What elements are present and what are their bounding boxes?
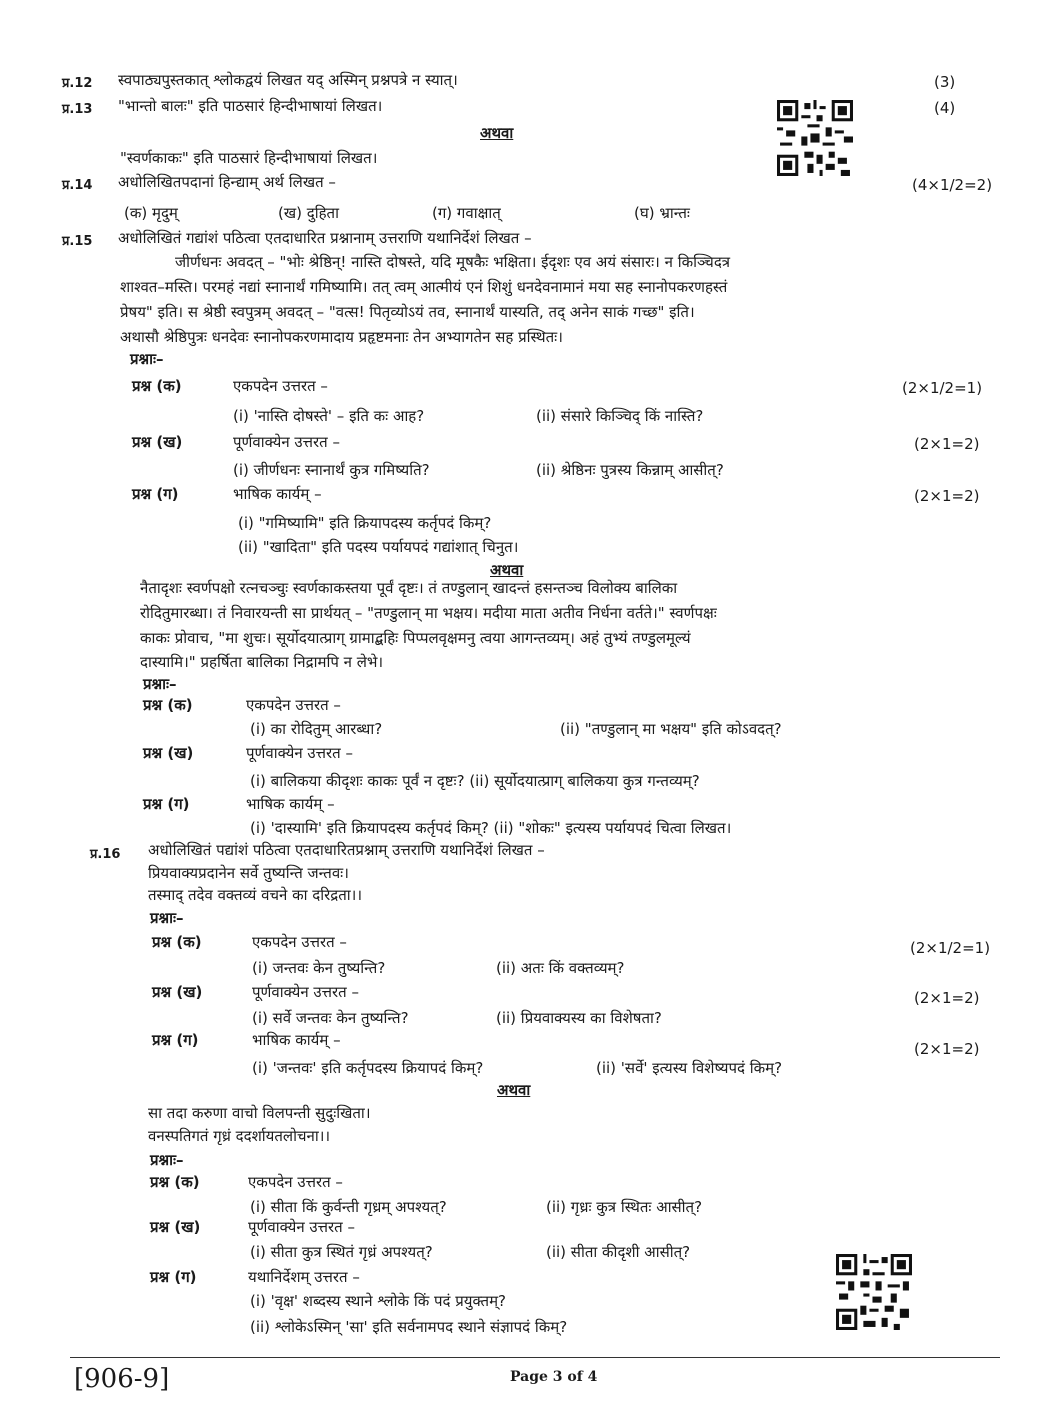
subq-item: (i) सर्वे जन्तवः केन तुष्यन्ति?: [252, 1009, 409, 1027]
question-text: अधोलिखितं गद्यांशं पठित्वा एतदाधारित प्रश्नानाम् उत्तराणि यथानिर्देशं लिखत –: [118, 229, 532, 247]
question-number: प्र.15: [62, 234, 93, 249]
subq-label: प्रश्न (क): [150, 1173, 200, 1191]
subq-item: (i) जन्तवः केन तुष्यन्ति?: [252, 959, 386, 977]
alternate-question: "स्वर्णकाकः" इति पाठसारं हिन्दीभाषायां लिखत।: [120, 149, 378, 167]
subq-label: प्रश्न (क): [143, 696, 193, 714]
marks: (2×1=2): [914, 435, 980, 453]
word-item: (क) मृदुम्: [124, 204, 178, 222]
word-item: (ख) दुहिता: [278, 204, 339, 222]
question-text: "भान्तो बालः" इति पाठसारं हिन्दीभाषायां लिखत।: [118, 97, 383, 115]
questions-heading: प्रश्नाः–: [150, 1151, 184, 1169]
passage-line: प्रेषय" इति। स श्रेष्ठी स्वपुत्रम् अवदत् – "वत्स! पितृव्योऽयं तव, स्नानार्थं यास्यति, तद् अनेन साकं गच्छ" इति।: [120, 303, 695, 321]
marks: (3): [934, 73, 956, 91]
question-text: स्वपाठ्यपुस्तकात् श्लोकद्वयं लिखत यद् अस्मिन् प्रश्नपत्रे न स्यात्।: [118, 71, 458, 89]
questions-heading: प्रश्नाः–: [150, 909, 184, 927]
subq-item: (ii) संसारे किञ्चिद् किं नास्ति?: [536, 407, 704, 425]
question-text: अधोलिखितं पद्यांशं पठित्वा एतदाधारितप्रश्नाम् उत्तराणि यथानिर्देशं लिखत –: [148, 841, 545, 859]
subq-item: (i) 'जन्तवः' इति कर्तृपदस्य क्रियापदं किम्?: [252, 1059, 484, 1077]
subq-item: (ii) श्रेष्ठिनः पुत्रस्य किन्नाम् आसीत्?: [536, 461, 724, 479]
marks: (2×1=2): [914, 487, 980, 505]
subq-title: पूर्णवाक्येन उत्तरत –: [248, 1218, 355, 1236]
subq-title: एकपदेन उत्तरत –: [252, 933, 347, 951]
marks: (2×1=2): [914, 1040, 980, 1058]
subq-item: (i) बालिकया कीदृशः काकः पूर्वं न दृष्टः? (ii) सूर्योदयात्प्राग् बालिकया कुत्र गन्तव्यम्?: [250, 772, 700, 790]
question-number: प्र.13: [62, 102, 93, 117]
marks: (2×1/2=1): [902, 379, 983, 397]
subq-item: (i) सीता कुत्र स्थितं गृध्रं अपश्यत्?: [250, 1243, 433, 1261]
subq-item: (ii) 'सर्वे' इत्यस्य विशेष्यपदं किम्?: [596, 1059, 783, 1077]
subq-item: (ii) "खादिता" इति पदस्य पर्यायपदं गद्यांशात् चिनुत।: [238, 538, 519, 556]
subq-item: (i) 'नास्ति दोषस्ते' – इति कः आह?: [233, 407, 425, 425]
subq-title: एकपदेन उत्तरत –: [233, 377, 328, 395]
passage-line: नैतादृशः स्वर्णपक्षो रत्नचञ्चुः स्वर्णकाकस्तया पूर्वं दृष्टः। तं तण्डुलान् खादन्तं हसन्तञ्च विलोक्य बालिका: [140, 579, 678, 597]
marks: (4): [934, 99, 956, 117]
subq-label: प्रश्न (ग): [143, 795, 190, 813]
subq-label: प्रश्न (ग): [150, 1268, 197, 1286]
qr-code-bottom: [836, 1254, 912, 1330]
marks: (2×1/2=1): [910, 939, 991, 957]
footer-rule: [70, 1357, 1000, 1358]
passage-line: दास्यामि।" प्रहर्षिता बालिका निद्रामपि न लेभे।: [140, 653, 384, 671]
subq-label: प्रश्न (ग): [152, 1031, 199, 1049]
subq-title: भाषिक कार्यम् –: [246, 795, 335, 813]
verse-line: प्रियवाक्यप्रदानेन सर्वे तुष्यन्ति जन्तवः।: [148, 864, 349, 882]
marks: (2×1=2): [914, 989, 980, 1007]
subq-item: (ii) श्लोकेऽस्मिन् 'सा' इति सर्वनामपद स्थाने संज्ञापदं किम्?: [250, 1318, 568, 1336]
question-number: प्र.12: [62, 76, 93, 91]
questions-heading: प्रश्नाः–: [130, 350, 164, 368]
page-label: Page 3 of 4: [510, 1369, 598, 1385]
subq-label: प्रश्न (ग): [132, 485, 179, 503]
verse-line: वनस्पतिगतं गृध्रं ददर्शायतलोचना।।: [148, 1127, 331, 1145]
passage-line: काकः प्रोवाच, "मा शुचः। सूर्योदयात्प्राग् ग्रामाद्बहिः पिप्पलवृक्षमनु त्वया आगन्तव्यम्। अहं तुभ्यं तण्डुलमूल्यं: [140, 629, 691, 647]
passage-line: शाश्वत–मस्ति। परमहं नद्यां स्नानार्थं गमिष्यामि। तत् त्वम् आत्मीयं एनं शिशुं धनदेवनामानं मया सह स्नानोपकरणहस्तं: [120, 278, 728, 296]
subq-item: (ii) प्रियवाक्यस्य का विशेषता?: [496, 1009, 662, 1027]
subq-item: (ii) अतः किं वक्तव्यम्?: [496, 959, 625, 977]
passage-line: रोदितुमारब्धा। तं निवारयन्ती सा प्रार्थयत् – "तण्डुलान् मा भक्षय। मदीया माता अतीव निर्धना वर्तते।" स्वर्णपक्षः: [140, 604, 717, 622]
verse-line: सा तदा करुणा वाचो विलपन्ती सुदुःखिता।: [148, 1104, 371, 1122]
marks: (4×1/2=2): [912, 176, 993, 194]
questions-heading: प्रश्नाः–: [143, 675, 177, 693]
verse-line: तस्माद् तदेव वक्तव्यं वचने का दरिद्रता।।: [148, 886, 363, 904]
or-heading: अथवा: [497, 1081, 531, 1099]
subq-item: (i) का रोदितुम् आरब्धा?: [250, 720, 383, 738]
subq-title: एकपदेन उत्तरत –: [246, 696, 341, 714]
qr-code-top: [777, 100, 853, 176]
paper-code: [906-9]: [74, 1364, 170, 1394]
word-item: (घ) भ्रान्तः: [634, 204, 690, 222]
subq-item: (ii) सीता कीदृशी आसीत्?: [546, 1243, 691, 1261]
subq-label: प्रश्न (ख): [150, 1218, 201, 1236]
subq-label: प्रश्न (क): [152, 933, 202, 951]
subq-title: पूर्णवाक्येन उत्तरत –: [252, 983, 359, 1001]
or-heading: अथवा: [480, 124, 514, 142]
or-heading: अथवा: [490, 561, 524, 579]
subq-title: भाषिक कार्यम् –: [233, 485, 322, 503]
subq-title: एकपदेन उत्तरत –: [248, 1173, 343, 1191]
subq-item: (i) सीता किं कुर्वन्ती गृध्रम् अपश्यत्?: [250, 1198, 447, 1216]
question-number: प्र.14: [62, 178, 93, 193]
word-item: (ग) गवाक्षात्: [432, 204, 501, 222]
subq-title: यथानिर्देशम् उत्तरत –: [248, 1268, 360, 1286]
subq-item: (i) 'वृक्ष' शब्दस्य स्थाने श्लोके किं पदं प्रयुक्तम्?: [250, 1292, 507, 1310]
passage-line: जीर्णधनः अवदत् – "भोः श्रेष्ठिन्! नास्ति दोषस्ते, यदि मूषकैः भक्षिता। ईदृशः एव अयं संसारः। न किञ्चिदत्र: [175, 253, 731, 271]
passage-line: अथासौ श्रेष्ठिपुत्रः धनदेवः स्नानोपकरणमादाय प्रहृष्टमनाः तेन अभ्यागतेन सह प्रस्थितः।: [120, 328, 563, 346]
subq-item: (i) "गमिष्यामि" इति क्रियापदस्य कर्तृपदं किम्?: [238, 514, 492, 532]
question-text: अधोलिखितपदानां हिन्द्याम् अर्थ लिखत –: [118, 173, 336, 191]
subq-title: पूर्णवाक्येन उत्तरत –: [233, 433, 340, 451]
subq-item: (i) जीर्णधनः स्नानार्थं कुत्र गमिष्यति?: [233, 461, 430, 479]
subq-label: प्रश्न (ख): [143, 744, 194, 762]
subq-title: पूर्णवाक्येन उत्तरत –: [246, 744, 353, 762]
subq-item: (ii) गृध्रः कुत्र स्थितः आसीत्?: [546, 1198, 703, 1216]
subq-label: प्रश्न (क): [132, 377, 182, 395]
subq-item: (ii) "तण्डुलान् मा भक्षय" इति कोऽवदत्?: [560, 720, 782, 738]
subq-label: प्रश्न (ख): [132, 433, 183, 451]
subq-title: भाषिक कार्यम् –: [252, 1031, 341, 1049]
subq-item: (i) 'दास्यामि' इति क्रियापदस्य कर्तृपदं किम्? (ii) "शोकः" इत्यस्य पर्यायपदं चित्वा लिखत।: [250, 819, 732, 837]
subq-label: प्रश्न (ख): [152, 983, 203, 1001]
question-number: प्र.16: [90, 847, 121, 862]
